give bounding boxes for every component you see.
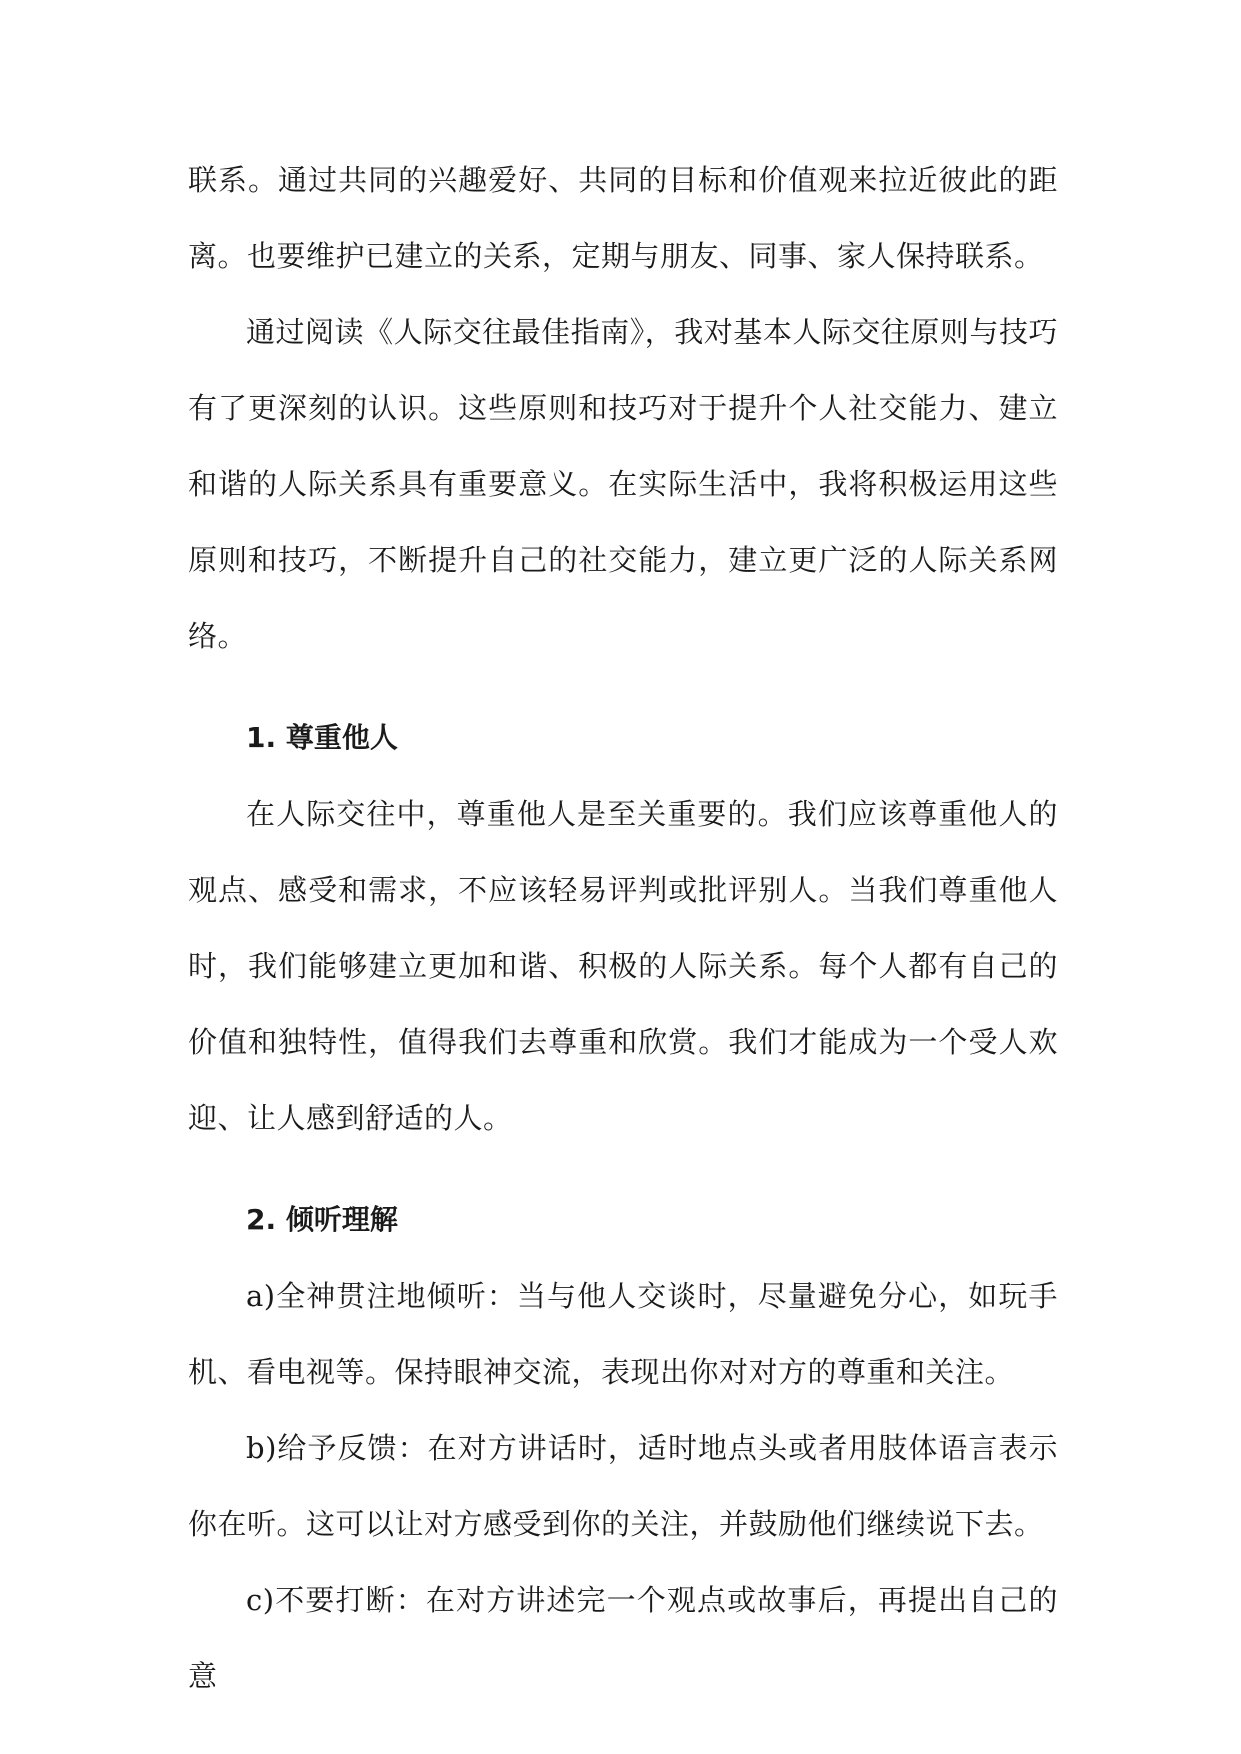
paragraph-reading-summary: 通过阅读《人际交往最佳指南》，我对基本人际交往原则与技巧有了更深刻的认识。这些原则和技巧对于提升个人社交能力、建立和谐的人际关系具有重要意义。在实际生活中，我将积极运用这些原则和技巧，不断提升自己的社交能力，建立更广泛的人际关系网络。 [188,315,1058,653]
paragraph-continuation: 联系。通过共同的兴趣爱好、共同的目标和价值观来拉近彼此的距离。也要维护已建立的关系，定期与朋友、同事、家人保持联系。 [188,163,1058,273]
section-heading-respect: 1. 尊重他人 [246,721,398,754]
paragraph-respect: 在人际交往中，尊重他人是至关重要的。我们应该尊重他人的观点、感受和需求，不应该轻易评判或批评别人。当我们尊重他人时，我们能够建立更加和谐、积极的人际关系。每个人都有自己的价值和独特性，值得我们去尊重和欣赏。我们才能成为一个受人欢迎、让人感到舒适的人。 [188,797,1058,1135]
list-item-c: c)不要打断：在对方讲述完一个观点或故事后，再提出自己的意 [188,1583,1058,1693]
document-body [188,142,1058,1714]
section-gap [188,1156,1058,1182]
list-item-a: a)全神贯注地倾听：当与他人交谈时，尽量避免分心，如玩手机、看电视等。保持眼神交流，表现出你对对方的尊重和关注。 [188,1279,1058,1389]
section-gap [188,674,1058,700]
section-heading-listening: 2. 倾听理解 [246,1203,398,1236]
list-item-b: b)给予反馈：在对方讲话时，适时地点头或者用肢体语言表示你在听。这可以让对方感受到你的关注，并鼓励他们继续说下去。 [188,1431,1058,1541]
